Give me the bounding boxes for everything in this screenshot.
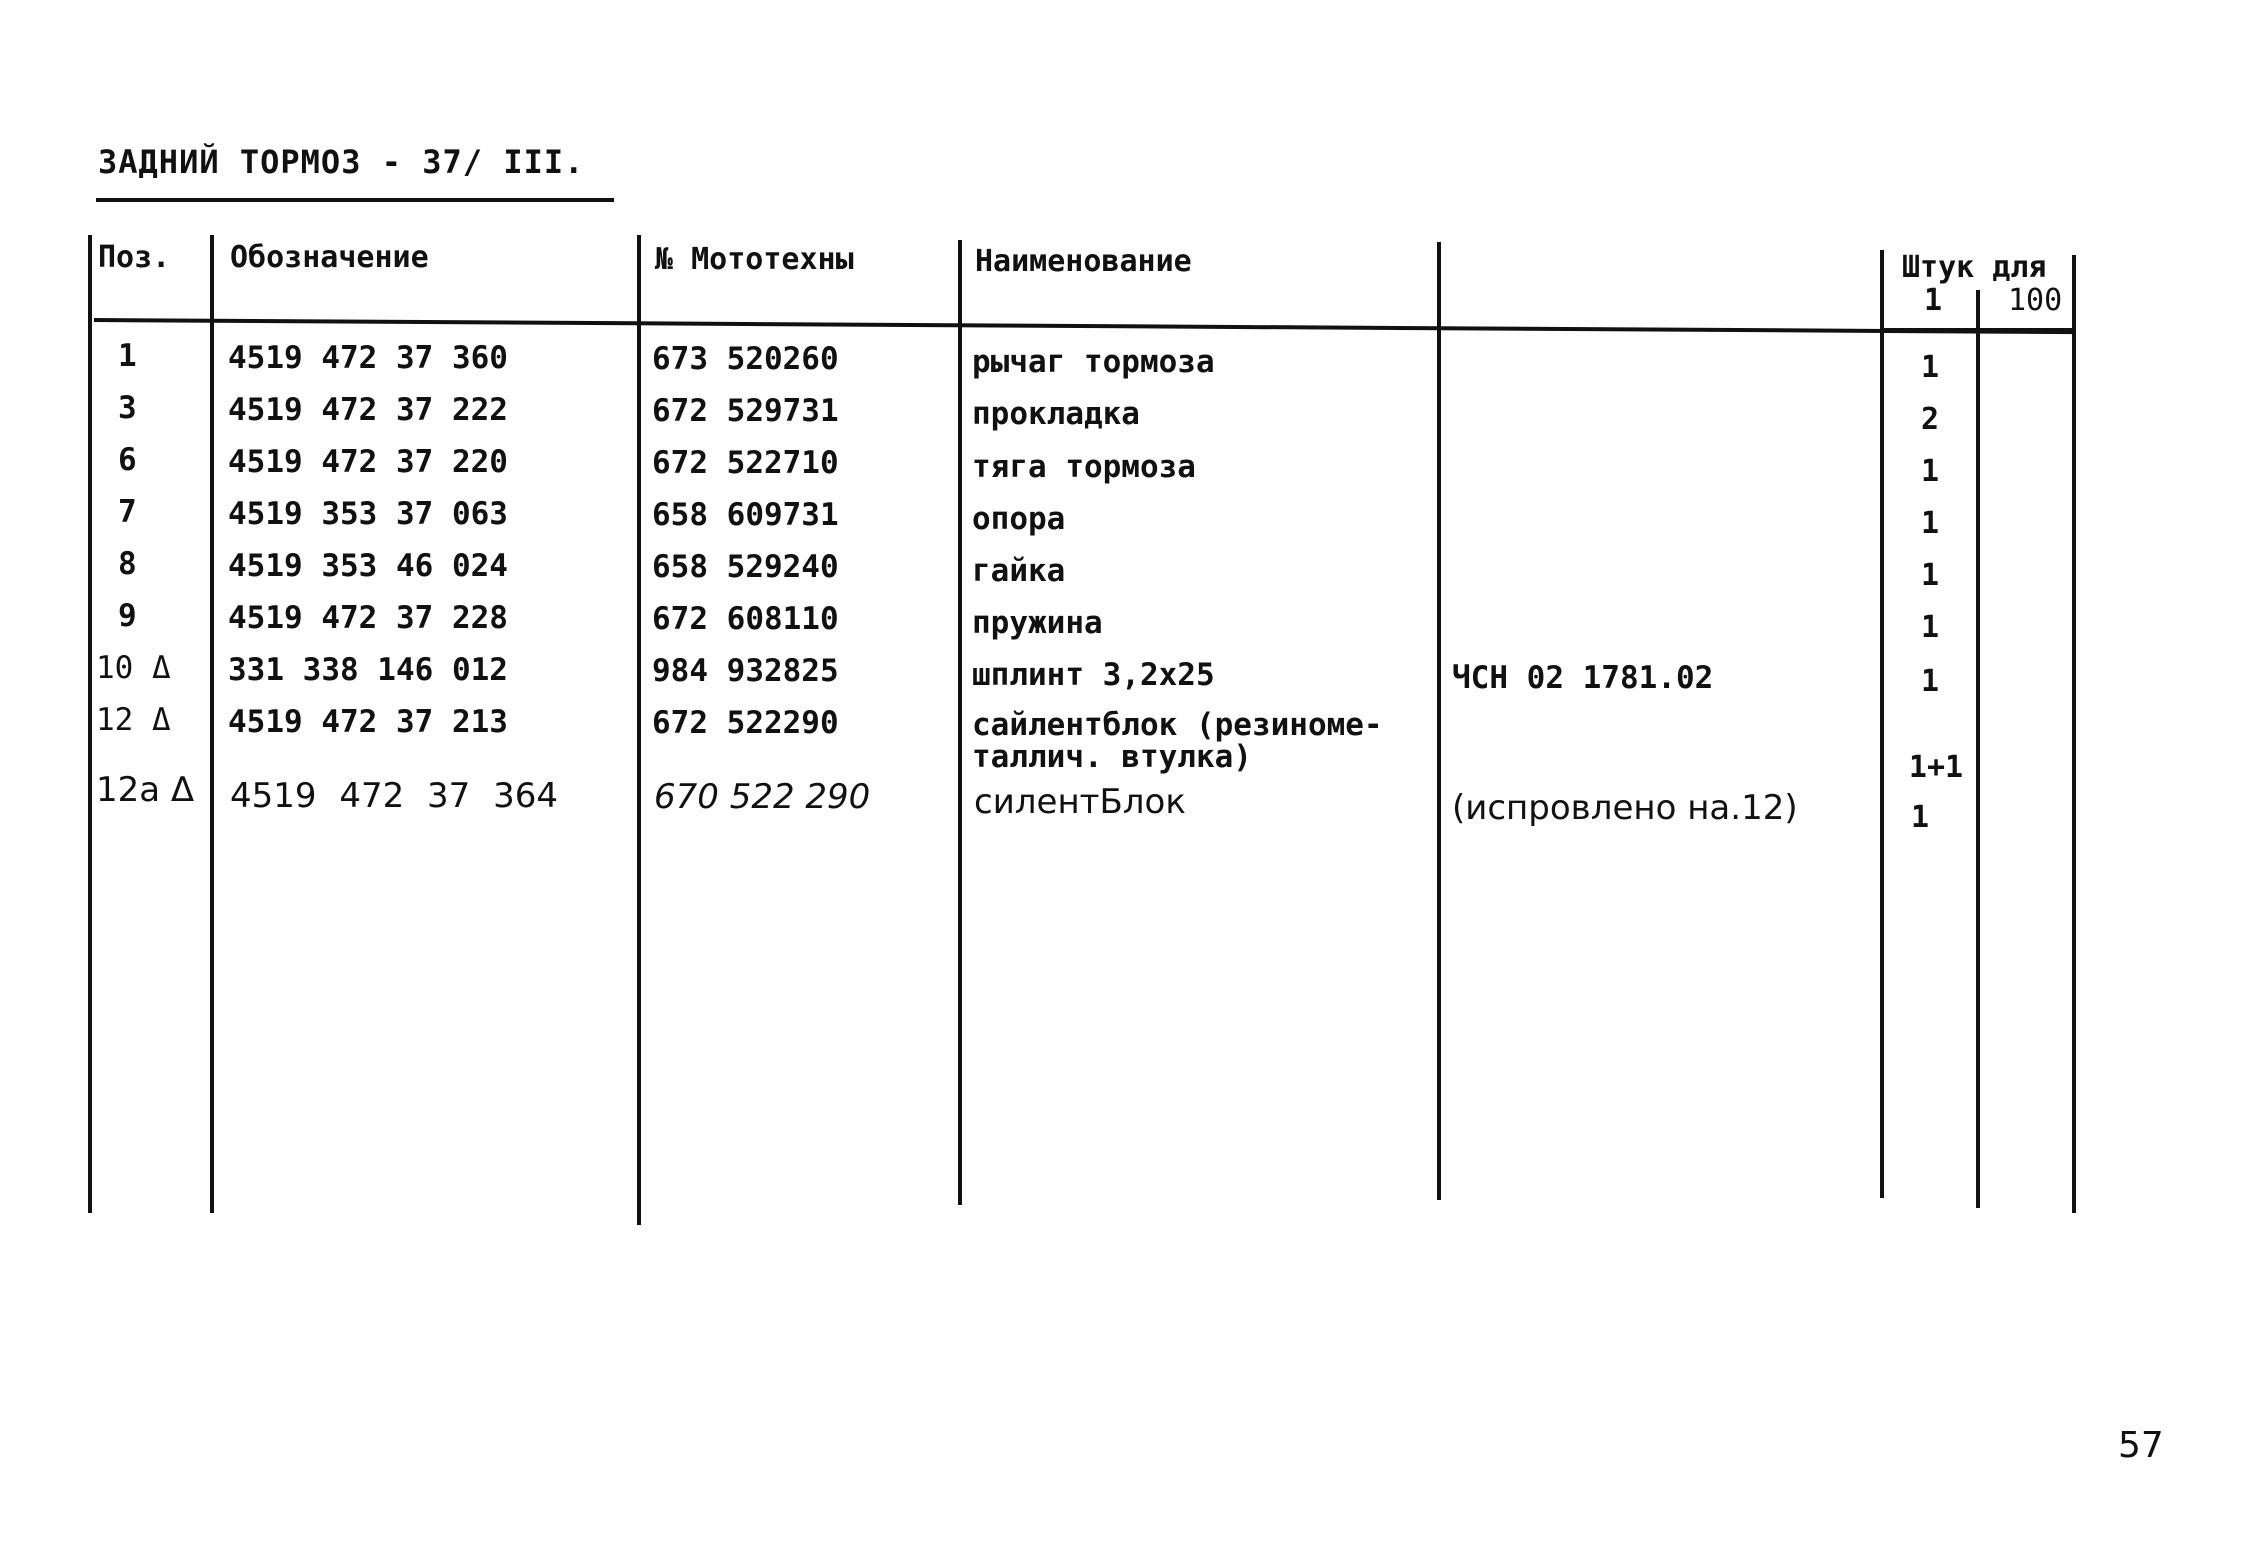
row-2-name: прокладка bbox=[972, 396, 1140, 432]
row-6-pos: 9 bbox=[118, 598, 137, 634]
header-qty-100: 100 bbox=[2008, 283, 2063, 318]
row-2-mototechna: 672 529731 bbox=[652, 393, 839, 429]
row-5-designation: 4519 353 46 024 bbox=[228, 548, 508, 584]
row-9-designation: 4519 472 37 364 bbox=[230, 776, 559, 816]
table-border-left bbox=[88, 235, 92, 1213]
row-4-qty: 1 bbox=[1920, 506, 1940, 541]
row-7-note: ЧСН 02 1781.02 bbox=[1452, 660, 1714, 696]
row-2-designation: 4519 472 37 222 bbox=[228, 392, 508, 428]
row-9-name: силентБлок bbox=[974, 782, 1186, 822]
row-6-qty: 1 bbox=[1920, 610, 1940, 645]
row-9-mototechna: 670 522 290 bbox=[654, 777, 871, 817]
row-7-qty: 1 bbox=[1920, 664, 1940, 699]
row-6-name: пружина bbox=[972, 605, 1103, 641]
title-underline bbox=[96, 198, 614, 202]
row-7-pos: 10 Δ bbox=[96, 650, 171, 686]
header-qty: Штук для bbox=[1902, 250, 2047, 285]
row-8-mototechna: 672 522290 bbox=[652, 705, 839, 741]
row-8-designation: 4519 472 37 213 bbox=[228, 704, 508, 740]
header-designation: Обозначение bbox=[230, 240, 429, 275]
row-5-name: гайка bbox=[972, 553, 1066, 589]
page-number: 57 bbox=[2118, 1425, 2164, 1466]
row-5-pos: 8 bbox=[118, 546, 137, 582]
header-name: Наименование bbox=[975, 244, 1192, 279]
header-mototechna: № Мототехны bbox=[655, 242, 854, 277]
row-1-pos: 1 bbox=[118, 338, 137, 374]
qty-subheader-rule bbox=[1880, 328, 2076, 331]
header-qty-1: 1 bbox=[1924, 283, 1943, 318]
row-4-designation: 4519 353 37 063 bbox=[228, 496, 508, 532]
row-8-pos: 12 Δ bbox=[96, 702, 171, 738]
row-1-mototechna: 673 520260 bbox=[652, 341, 839, 377]
row-7-designation: 331 338 146 012 bbox=[228, 652, 508, 688]
row-7-mototechna: 984 932825 bbox=[652, 653, 839, 689]
row-2-qty: 2 bbox=[1920, 402, 1940, 437]
row-5-mototechna: 658 529240 bbox=[652, 549, 839, 585]
row-8-name: сайлентблок (резиноме- таллич. втулка) bbox=[972, 707, 1383, 775]
row-8-qty: 1+1 bbox=[1908, 750, 1964, 785]
row-1-designation: 4519 472 37 360 bbox=[228, 340, 508, 376]
row-6-designation: 4519 472 37 228 bbox=[228, 600, 508, 636]
row-9-pos: 12a Δ bbox=[96, 770, 195, 810]
row-1-qty: 1 bbox=[1920, 350, 1940, 385]
row-7-name: шплинт 3,2x25 bbox=[972, 657, 1215, 693]
row-4-pos: 7 bbox=[118, 494, 137, 530]
column-divider-name bbox=[1437, 242, 1441, 1200]
header-pos: Поз. bbox=[98, 240, 171, 275]
row-9-note: (испровлено на.12) bbox=[1452, 788, 1798, 828]
row-1-name: рычаг тормоза bbox=[972, 344, 1215, 380]
row-5-qty: 1 bbox=[1920, 558, 1940, 593]
row-3-pos: 6 bbox=[118, 442, 137, 478]
row-3-qty: 1 bbox=[1920, 454, 1940, 489]
column-divider-mototechna bbox=[958, 240, 962, 1205]
header-rule bbox=[94, 318, 2076, 334]
row-4-name: опора bbox=[972, 501, 1066, 537]
row-3-designation: 4519 472 37 220 bbox=[228, 444, 508, 480]
column-divider-note bbox=[1880, 250, 1884, 1198]
table-border-right bbox=[2072, 255, 2076, 1213]
row-2-pos: 3 bbox=[118, 390, 137, 426]
page-title: ЗАДНИЙ ТОРМОЗ - 37/ III. bbox=[98, 143, 585, 181]
column-divider-designation bbox=[637, 235, 641, 1225]
row-6-mototechna: 672 608110 bbox=[652, 601, 839, 637]
column-divider-pos bbox=[210, 235, 214, 1213]
row-3-mototechna: 672 522710 bbox=[652, 445, 839, 481]
row-9-qty: 1 bbox=[1910, 800, 1930, 835]
column-divider-qty bbox=[1976, 290, 1980, 1208]
row-3-name: тяга тормоза bbox=[972, 449, 1196, 485]
row-4-mototechna: 658 609731 bbox=[652, 497, 839, 533]
